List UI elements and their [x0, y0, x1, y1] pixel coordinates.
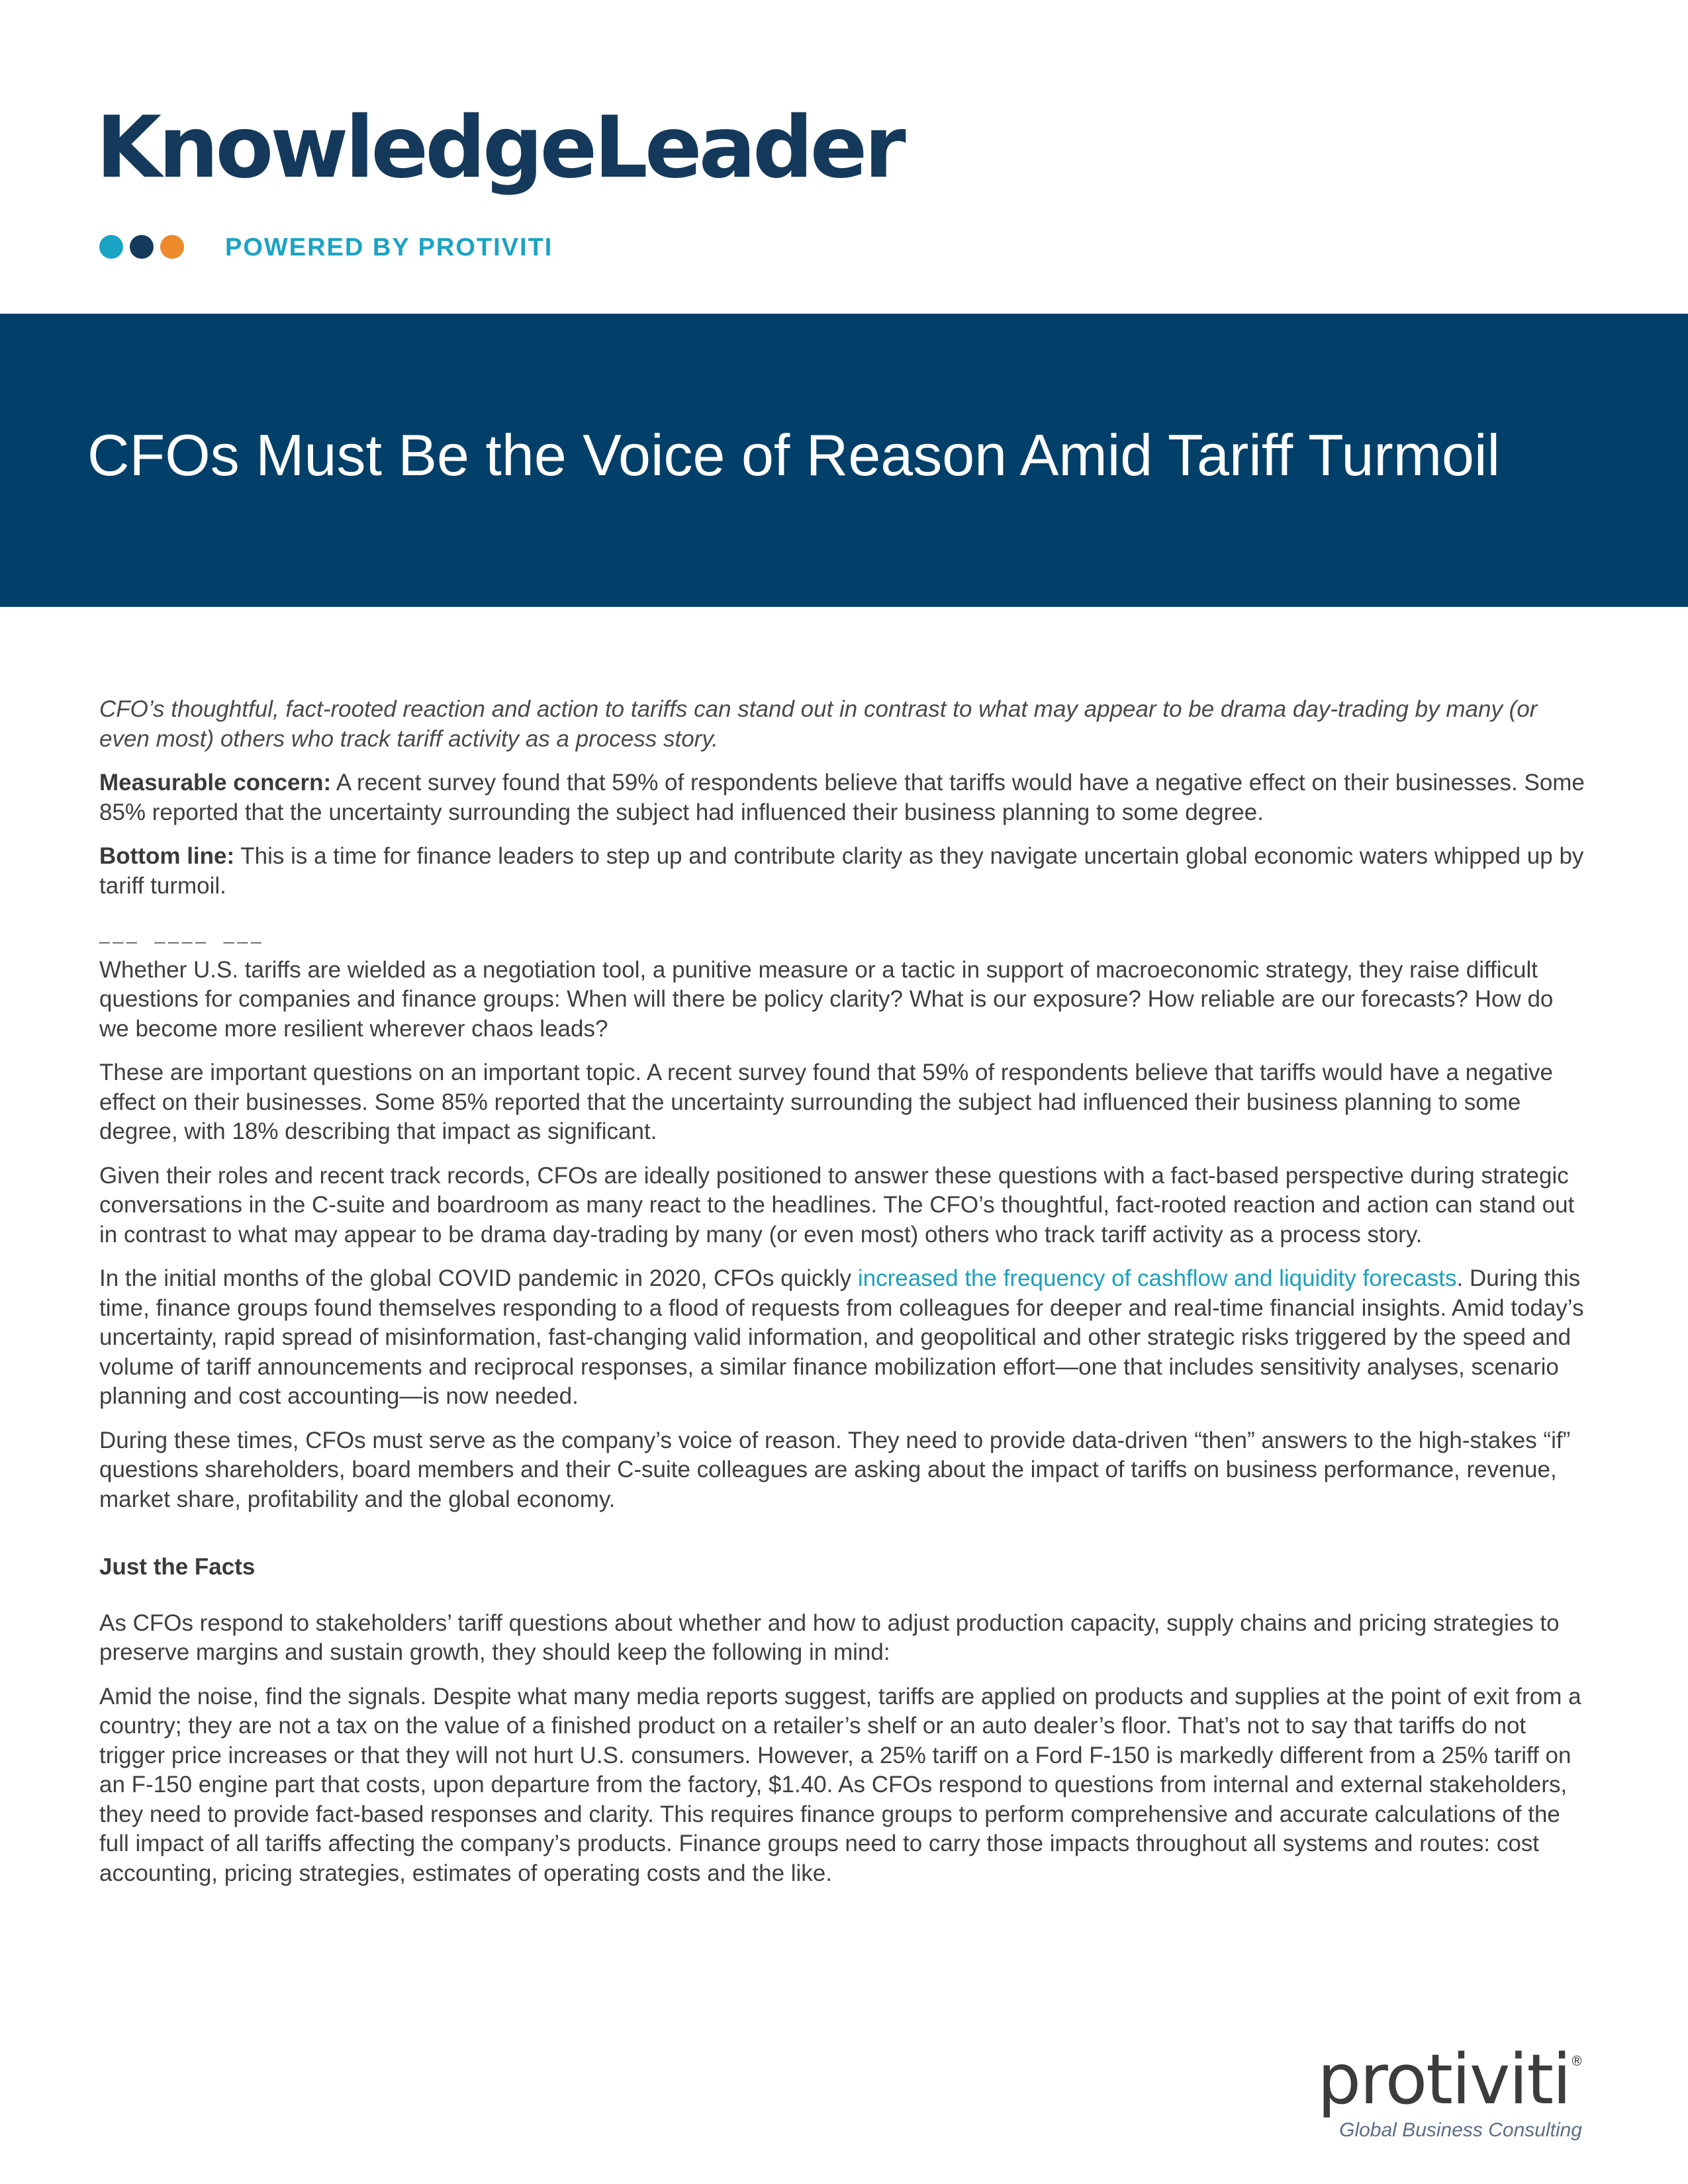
logo-tagline: Global Business Consulting [1339, 2119, 1582, 2141]
orange-dot-icon [160, 235, 184, 259]
body-paragraph: Amid the noise, find the signals. Despite what many media reports suggest, tariffs are applied on products and supplies at the point of exit from a country; they are not a tax on the value of a finished product on a retailer’s shelf or an auto dealer’s floor. That’s not to say that tariffs do not trigger price increases or that they will not hurt U.S. consumers. However, a 25% tariff on a Ford F-150 is markedly different from a 25% tariff on an F-150 engine part that costs, upon departure from the factory, $1.40. As CFOs respond to questions from internal and external stakeholders, they need to provide fact-based responses and clarity. This requires finance groups to perform comprehensive and accurate calculations of the full impact of all tariffs affecting the company’s products. Finance groups need to carry those impacts throughout all systems and routes: cost accounting, pricing strategies, estimates of operating costs and the like. [99, 1683, 1581, 1886]
logo-word: protiviti [1317, 2039, 1570, 2120]
measurable-concern-paragraph [99, 768, 1587, 827]
body-paragraph: During these times, CFOs must serve as the company’s voice of reason. They need to provide data-driven “then” answers to the high-stakes “if” questions shareholders, board members and their C-suite colleagues are asking about the impact of tariffs on business performance, revenue, market share, profitability and the global economy. [99, 1427, 1571, 1512]
body-paragraph: Given their roles and recent track records, CFOs are ideally positioned to answer these questions with a fact-based perspective during strategic conversations in the C-suite and boardroom as many react to the headlines. The CFO’s thoughtful, fact-rooted reaction and action can stand out in contrast to what may appear to be drama day-trading by many (or even most) others who track tariff activity as a process story. [99, 1162, 1575, 1248]
p4-text-before: In the initial months of the global COVID pandemic in 2020, CFOs quickly [99, 1265, 858, 1291]
navy-dot-icon [130, 235, 154, 259]
bottom-line-label: Bottom line: [99, 843, 235, 869]
protiviti-logo [1317, 2039, 1582, 2142]
bottom-line-text: This is a time for finance leaders to step up and contribute clarity as they navigate uncertain global economic waters whipped up by tariff turmoil. [99, 843, 1584, 899]
page-title: CFOs Must Be the Voice of Reason Amid Tariff Turmoil [87, 422, 1501, 488]
bottom-line-paragraph [99, 842, 1587, 901]
lead-paragraph: CFO’s thoughtful, fact-rooted reaction and action to tariffs can stand out in contrast to what may appear to be drama day-trading by many (or even most) others who track tariff activity as a process story. [99, 696, 1538, 752]
protiviti-wordmark [1317, 2039, 1582, 2120]
separator-segment: ____ [154, 923, 210, 944]
powered-by-label: POWERED BY PROTIVITI [225, 234, 553, 261]
article-body [99, 695, 1587, 1903]
knowledgeleader-logo: KnowledgeLeader [96, 99, 903, 197]
body-paragraph [99, 1264, 1587, 1412]
body-paragraph: Whether U.S. tariffs are wielded as a negotiation tool, a punitive measure or a tactic in support of macroeconomic strategy, they raise difficult questions for companies and finance groups: When will there be policy clarity? What is our exposure? How reliable are our forecasts? How do we become more resilient wherever chaos leads? [99, 956, 1554, 1042]
body-paragraph: These are important questions on an important topic. A recent survey found that 59% of respondents believe that tariffs would have a negative effect on their businesses. Some 85% reported that the uncertainty surrounding the subject had influenced their business planning to some degree, with 18% describing that impact as significant. [99, 1060, 1553, 1144]
body-paragraph: As CFOs respond to stakeholders’ tariff questions about whether and how to adjust production capacity, supply chains and pricing strategies to preserve margins and sustain growth, they should keep the following in mind: [99, 1610, 1560, 1665]
section-separator [99, 919, 1587, 949]
registered-mark: ® [1570, 2053, 1582, 2069]
separator-segment: ___ [99, 923, 140, 944]
section-heading: Just the Facts [99, 1554, 256, 1580]
p4-text-after: . During this time, finance groups found themselves responding to a flood of requests from colleagues for deeper and real-time financial insights. Amid today’s uncertainty, rapid spread of misinformation, fast-changing valid information, and geopolitical and other strategic risks triggered by the speed and volume of tariff announcements and reciprocal responses, a similar finance mobilization effort—one that includes sensitivity analyses, scenario planning and cost accounting—is now needed. [99, 1265, 1584, 1409]
cashflow-forecasts-link[interactable]: increased the frequency of cashflow and liquidity forecasts [857, 1265, 1457, 1291]
concern-text: A recent survey found that 59% of respondents believe that tariffs would have a negative effect on their businesses. Some 85% reported that the uncertainty surrounding the subject had influenced their business planning to some degree. [99, 770, 1585, 825]
concern-label: Measurable concern: [99, 770, 332, 796]
title-banner [0, 314, 1688, 607]
teal-dot-icon [99, 235, 123, 259]
separator-segment: ___ [224, 923, 265, 944]
